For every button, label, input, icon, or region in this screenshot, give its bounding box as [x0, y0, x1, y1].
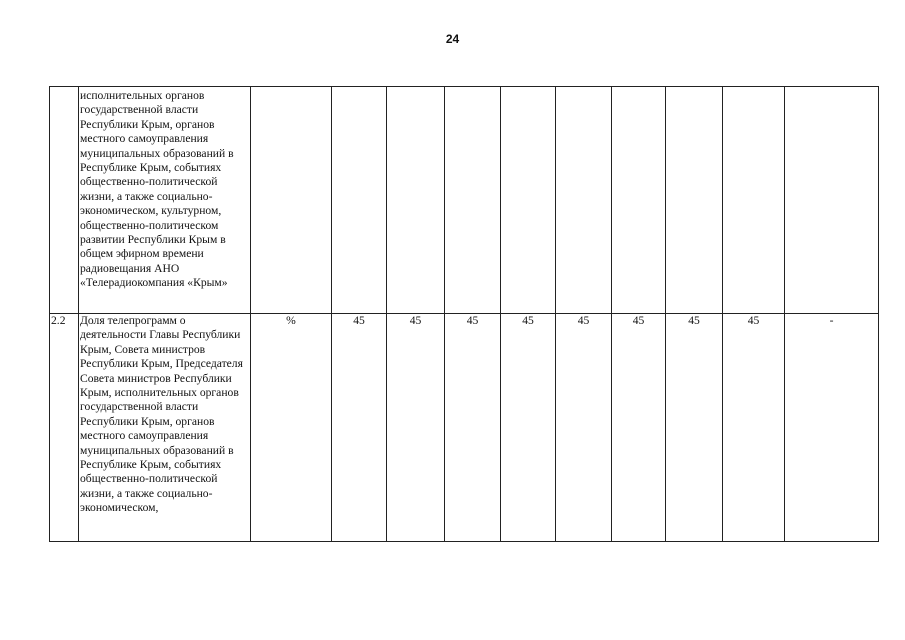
value-cell: 45	[666, 314, 723, 542]
unit-cell: %	[251, 314, 332, 542]
unit-cell	[251, 87, 332, 314]
value-cell	[445, 87, 501, 314]
value-cell: 45	[501, 314, 556, 542]
value-cell	[723, 87, 785, 314]
row-number	[50, 87, 79, 314]
value-cell	[332, 87, 387, 314]
table-row	[50, 314, 879, 542]
last-cell: -	[785, 314, 879, 542]
row-number: 2.2	[50, 314, 79, 542]
indicator-name: исполнительных органов государственной власти Республики Крым, органов местного самоуправления муниципальных образований в Республике Крым, событиях общественно-политической жизни, а также социально-экономическом, культурном, общественно-политическом развитии Республики Крым в общем эфирном времени радиовещания АНО «Телерадиокомпания «Крым»	[79, 87, 251, 314]
value-cell	[666, 87, 723, 314]
value-cell: 45	[445, 314, 501, 542]
last-cell	[785, 87, 879, 314]
value-cell: 45	[723, 314, 785, 542]
value-cell	[556, 87, 612, 314]
value-cell: 45	[332, 314, 387, 542]
indicator-name: Доля телепрограмм о деятельности Главы Республики Крым, Совета министров Республики Крым, Председателя Совета министров Республики Крым, исполнительных органов государственной власти Республики Крым, органов местного самоуправления муниципальных образований в Республике Крым, событиях общественно-политической жизни, а также социально-экономическом,	[79, 314, 251, 542]
value-cell	[501, 87, 556, 314]
value-cell: 45	[612, 314, 666, 542]
indicator-table	[49, 86, 879, 542]
value-cell: 45	[387, 314, 445, 542]
page-number: 24	[445, 32, 460, 46]
value-cell	[612, 87, 666, 314]
value-cell: 45	[556, 314, 612, 542]
table-row	[50, 87, 879, 314]
value-cell	[387, 87, 445, 314]
